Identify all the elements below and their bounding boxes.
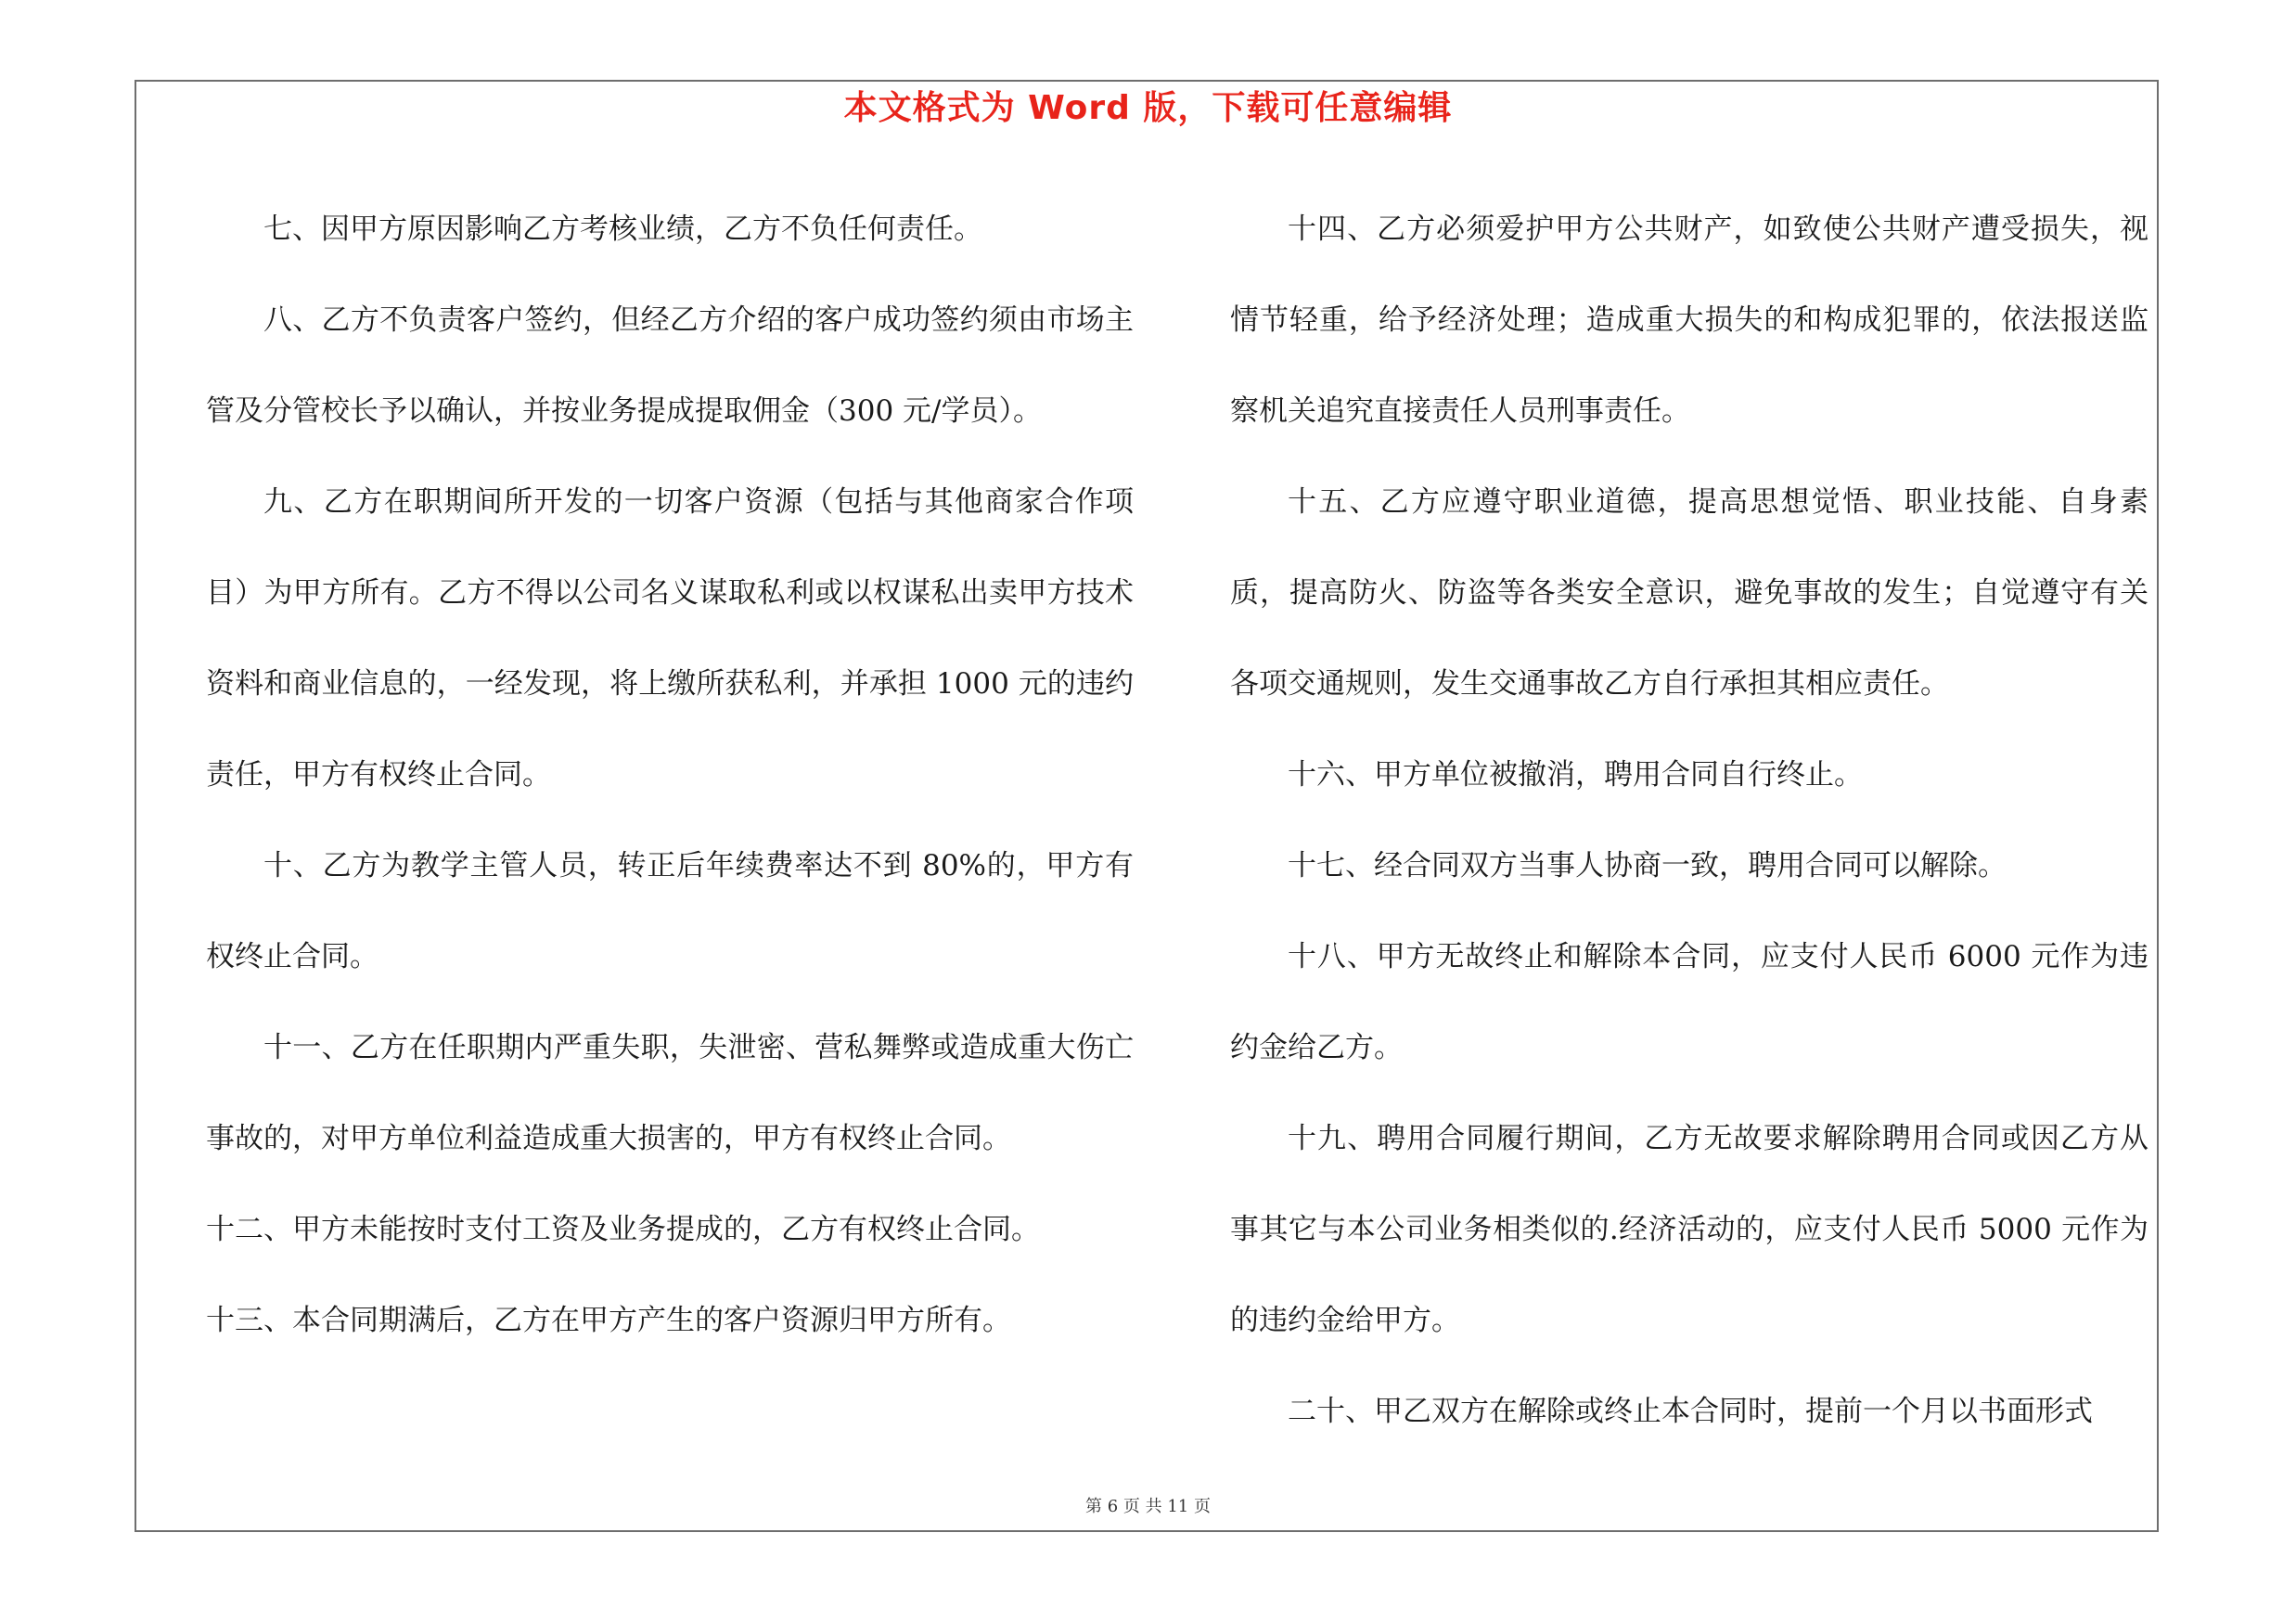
paragraph-9: 九、乙方在职期间所开发的一切客户资源（包括与其他商家合作项目）为甲方所有。乙方不得以公司名义谋取私利或以权谋私出卖甲方技术资料和商业信息的，一经发现，将上缴所获私利，并承担 1000 元的违约责任，甲方有权终止合同。	[206, 485, 1134, 792]
paragraph-15: 十五、乙方应遵守职业道德，提高思想觉悟、职业技能、自身素质，提高防火、防盗等各类安全意识，避免事故的发生；自觉遵守有关各项交通规则，发生交通事故乙方自行承担其相应责任。	[1230, 485, 2148, 701]
paragraph-10: 十、乙方为教学主管人员，转正后年续费率达不到 80%的，甲方有权终止合同。	[206, 849, 1134, 973]
paragraph-16: 十六、甲方单位被撤消，聘用合同自行终止。	[1288, 758, 1863, 792]
paragraph-12: 十二、甲方未能按时支付工资及业务提成的，乙方有权终止合同。	[206, 1213, 1040, 1246]
paragraph-13: 十三、本合同期满后，乙方在甲方产生的客户资源归甲方所有。	[206, 1304, 1011, 1337]
paragraph-8: 八、乙方不负责客户签约，但经乙方介绍的客户成功签约须由市场主管及分管校长予以确认，并按业务提成提取佣金（300 元/学员）。	[206, 303, 1134, 428]
paragraph-7: 七、因甲方原因影响乙方考核业绩，乙方不负任何责任。	[263, 213, 982, 246]
paragraph-14: 十四、乙方必须爱护甲方公共财产，如致使公共财产遭受损失，视情节轻重，给予经济处理；造成重大损失的和构成犯罪的，依法报送监察机关追究直接责任人员刑事责任。	[1230, 213, 2148, 428]
paragraph-19: 十九、聘用合同履行期间，乙方无故要求解除聘用合同或因乙方从事其它与本公司业务相类似的.经济活动的，应支付人民币 5000 元作为的违约金给甲方。	[1230, 1122, 2148, 1337]
paragraph-18: 十八、甲方无故终止和解除本合同，应支付人民币 6000 元作为违约金给乙方。	[1230, 940, 2148, 1064]
left-column	[206, 184, 1134, 1366]
right-column	[1230, 184, 2148, 1457]
paragraph-20: 二十、甲乙双方在解除或终止本合同时，提前一个月以书面形式	[1288, 1395, 2093, 1428]
page-number-footer: 第 6 页 共 11 页	[1085, 1497, 1211, 1516]
paragraph-17: 十七、经合同双方当事人协商一致，聘用合同可以解除。	[1288, 849, 2007, 882]
paragraph-11: 十一、乙方在任职期内严重失职，失泄密、营私舞弊或造成重大伤亡事故的，对甲方单位利益造成重大损害的，甲方有权终止合同。	[206, 1031, 1134, 1155]
format-banner: 本文格式为 Word 版，下载可任意编辑	[843, 89, 1453, 127]
